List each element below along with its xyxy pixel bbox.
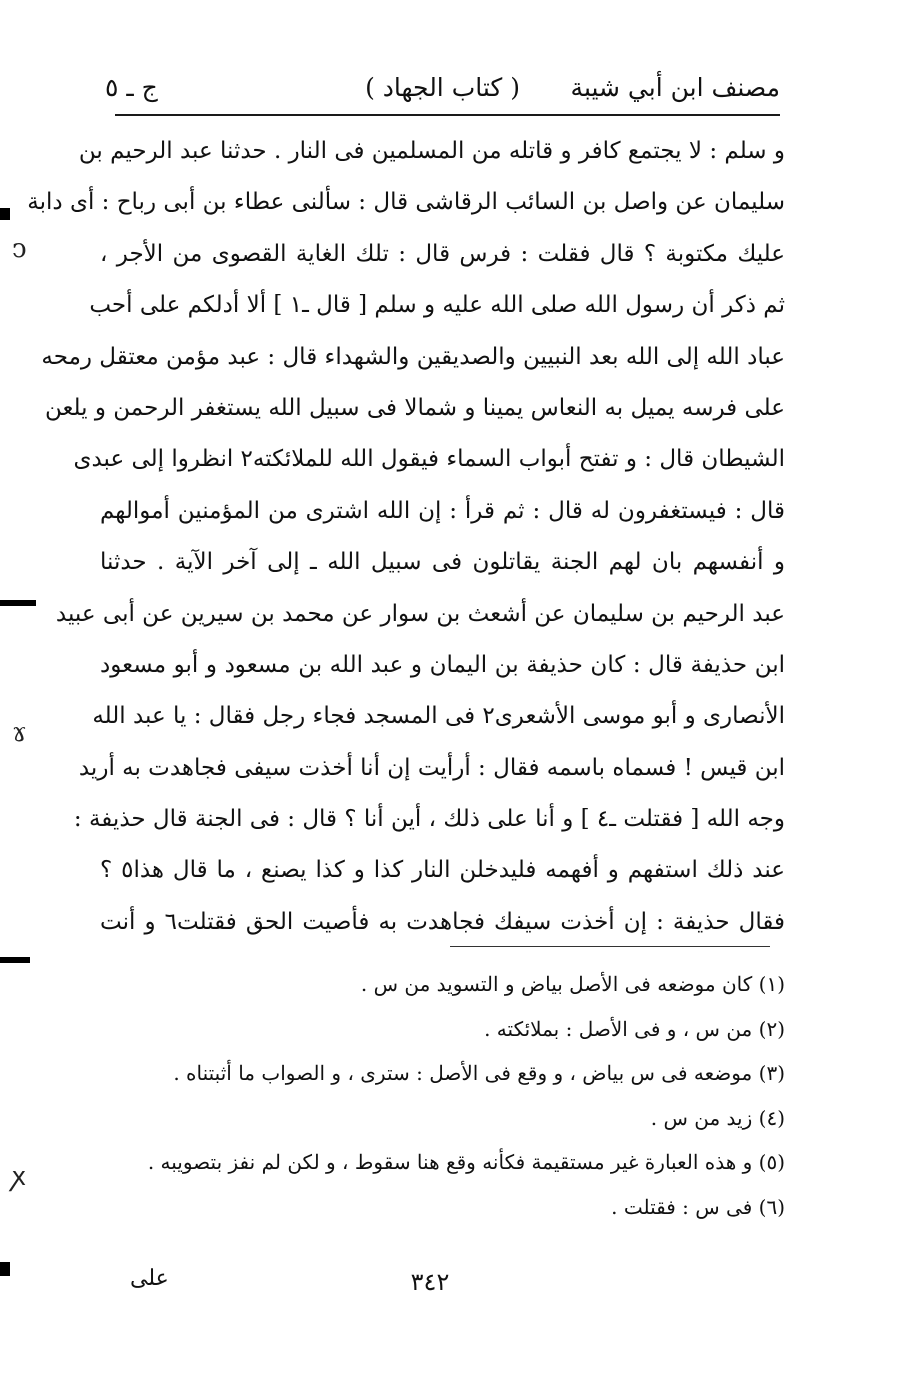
margin-mark: ↄ <box>12 234 27 264</box>
section-title: ( كتاب الجهاد ) <box>365 73 520 102</box>
margin-mark: ꭗ <box>12 1162 26 1192</box>
footnote: (٥) و هذه العبارة غير مستقيمة فكأنه وقع هنا سقوط ، و لكن لم نفز بتصويبه . <box>147 1150 785 1175</box>
catchword: على <box>130 1266 169 1291</box>
text-line: عباد الله إلى الله بعد النبيين والصديقين والشهداء قال : عبد مؤمن معتقل رمحه <box>41 343 785 370</box>
text-line: ابن حذيفة قال : كان حذيفة بن اليمان و عبد الله بن مسعود و أبو مسعود <box>100 651 785 678</box>
text-line: ثم ذكر أن رسول الله صلى الله عليه و سلم [ قال ـ١ ] ألا أدلكم على أحب <box>89 292 785 319</box>
text-line: فقال حذيفة : إن أخذت سيفك فجاهدت به فأصيت الحق فقتلت٦ و أنت <box>100 908 786 935</box>
text-line: على فرسه يميل به النعاس يمينا و شمالا فى سبيل الله يستغفر الرحمن و يلعن <box>44 394 785 421</box>
text-line: ابن قيس ! فسماه باسمه فقال : أرأيت إن أنا أخذت سيفى فجاهدت به أريد <box>78 754 785 781</box>
text-line: عليك مكتوبة ؟ قال فقلت : فرس قال : تلك الغاية القصوى من الأجر ، <box>100 240 785 267</box>
text-line: و سلم : لا يجتمع كافر و قاتله من المسلمين فى النار . حدثنا عبد الرحيم بن <box>78 138 785 164</box>
footnote: (٢) من س ، و فى الأصل : بملائكته . <box>484 1016 785 1041</box>
text-line: عند ذلك استفهم و أفهمه فليدخلن النار كذا و كذا يصنع ، ما قال هذا٥ ؟ <box>100 857 785 884</box>
binding-mark <box>0 1262 10 1276</box>
text-line: و أنفسهم بان لهم الجنة يقاتلون فى سبيل الله ـ إلى آخر الآية . حدثنا <box>100 549 785 576</box>
volume-label: ج ـ ٥ <box>105 73 158 102</box>
text-line: الشيطان قال : و تفتح أبواب السماء فيقول الله للملائكته٢ انظروا إلى عبدى <box>73 446 785 473</box>
running-header <box>105 68 780 108</box>
footnote: (٣) موضعه فى س بياض ، و وقع فى الأصل : سترى ، و الصواب ما أثبتناه . <box>173 1061 785 1086</box>
page-number: ٣٤٢ <box>410 1268 450 1296</box>
margin-mark: ɤ <box>12 718 27 748</box>
footnotes <box>110 962 785 1230</box>
text-line: سليمان عن واصل بن السائب الرقاشى قال : سألنى عطاء بن أبى رباح : أى دابة <box>27 189 785 216</box>
book-title: مصنف ابن أبي شيبة <box>570 73 780 102</box>
binding-mark <box>0 957 30 963</box>
footnote: (٦) فى س : فقتلت . <box>611 1194 785 1219</box>
footnote: (٤) زيد من س . <box>650 1105 785 1130</box>
text-line: قال : فيستغفرون له قال : ثم قرأ : إن الله اشترى من المؤمنين أموالهم <box>100 497 785 524</box>
text-line: الأنصارى و أبو موسى الأشعرى٢ فى المسجد فجاء رجل فقال : يا عبد الله <box>92 703 785 730</box>
main-text <box>27 126 786 948</box>
footnote: (١) كان موضعه فى الأصل بياض و التسويد من س . <box>360 972 785 996</box>
text-line: وجه الله [ فقتلت ـ٤ ] و أنا على ذلك ، أين أنا ؟ قال : فى الجنة قال حذيفة : <box>73 806 785 833</box>
header-divider <box>115 114 780 116</box>
text-line: عبد الرحيم بن سليمان عن أشعث بن سوار عن محمد بن سيرين عن أبى عبيد <box>55 600 785 627</box>
footnote-divider <box>450 946 770 947</box>
binding-mark <box>0 600 36 606</box>
binding-mark <box>0 208 10 220</box>
